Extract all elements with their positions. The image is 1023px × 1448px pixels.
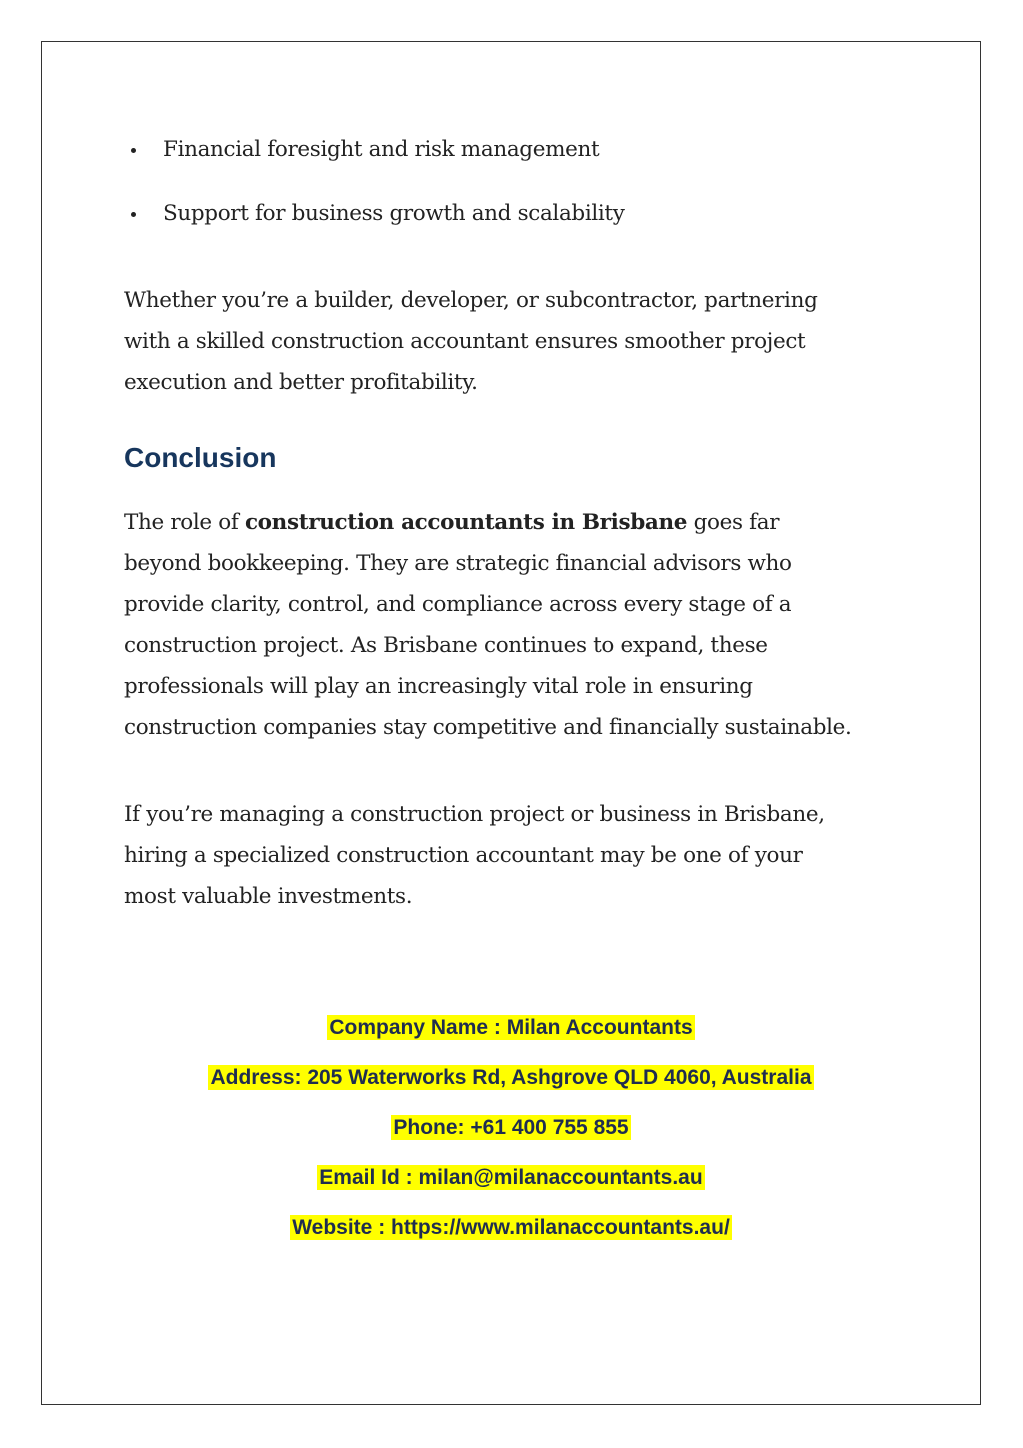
conclusion-paragraph [124, 502, 914, 748]
paragraph-line: professionals will play an increasingly vital role in ensuring [124, 674, 753, 699]
bullet-list [124, 128, 625, 256]
contact-address [41, 1061, 981, 1095]
contact-phone [41, 1111, 981, 1145]
bullet-dot-icon [131, 212, 136, 217]
bullet-text: Support for business growth and scalability [163, 201, 625, 226]
paragraph-line: execution and better profitability. [124, 370, 478, 395]
paragraph-line: Whether you’re a builder, developer, or subcontractor, partnering [124, 288, 818, 313]
paragraph-line: most valuable investments. [124, 884, 413, 909]
contact-website [41, 1211, 981, 1245]
website-link[interactable]: Website : https://www.milanaccountants.au/ [292, 1216, 730, 1239]
intro-paragraph [124, 280, 914, 403]
paragraph-lead: The role of [124, 510, 245, 535]
contact-email [41, 1161, 981, 1195]
phone-text: Phone: +61 400 755 855 [393, 1116, 629, 1139]
email-text: Email Id : milan@milanaccountants.au [319, 1166, 703, 1189]
section-heading: Conclusion [124, 442, 277, 473]
address-text: Address: 205 Waterworks Rd, Ashgrove QLD 4060, Australia [210, 1066, 812, 1089]
bullet-dot-icon [131, 148, 136, 153]
paragraph-line: hiring a specialized construction accountant may be one of your [124, 843, 803, 868]
contact-company [41, 1011, 981, 1045]
paragraph-line: construction project. As Brisbane continues to expand, these [124, 633, 768, 658]
bold-keyword: construction accountants in Brisbane [244, 510, 688, 535]
closing-paragraph [124, 794, 914, 917]
company-name: Company Name : Milan Accountants [329, 1016, 693, 1039]
paragraph-tail: goes far [687, 510, 780, 535]
paragraph-line [124, 502, 914, 543]
list-item [124, 192, 625, 256]
paragraph-line: with a skilled construction accountant ensures smoother project [124, 329, 806, 354]
paragraph-line: beyond bookkeeping. They are strategic financial advisors who [124, 551, 792, 576]
list-item [124, 128, 625, 192]
paragraph-line: construction companies stay competitive and financially sustainable. [124, 715, 852, 740]
paragraph-line: provide clarity, control, and compliance across every stage of a [124, 592, 792, 617]
paragraph-line: If you’re managing a construction project or business in Brisbane, [124, 802, 825, 827]
bullet-text: Financial foresight and risk management [163, 137, 600, 162]
